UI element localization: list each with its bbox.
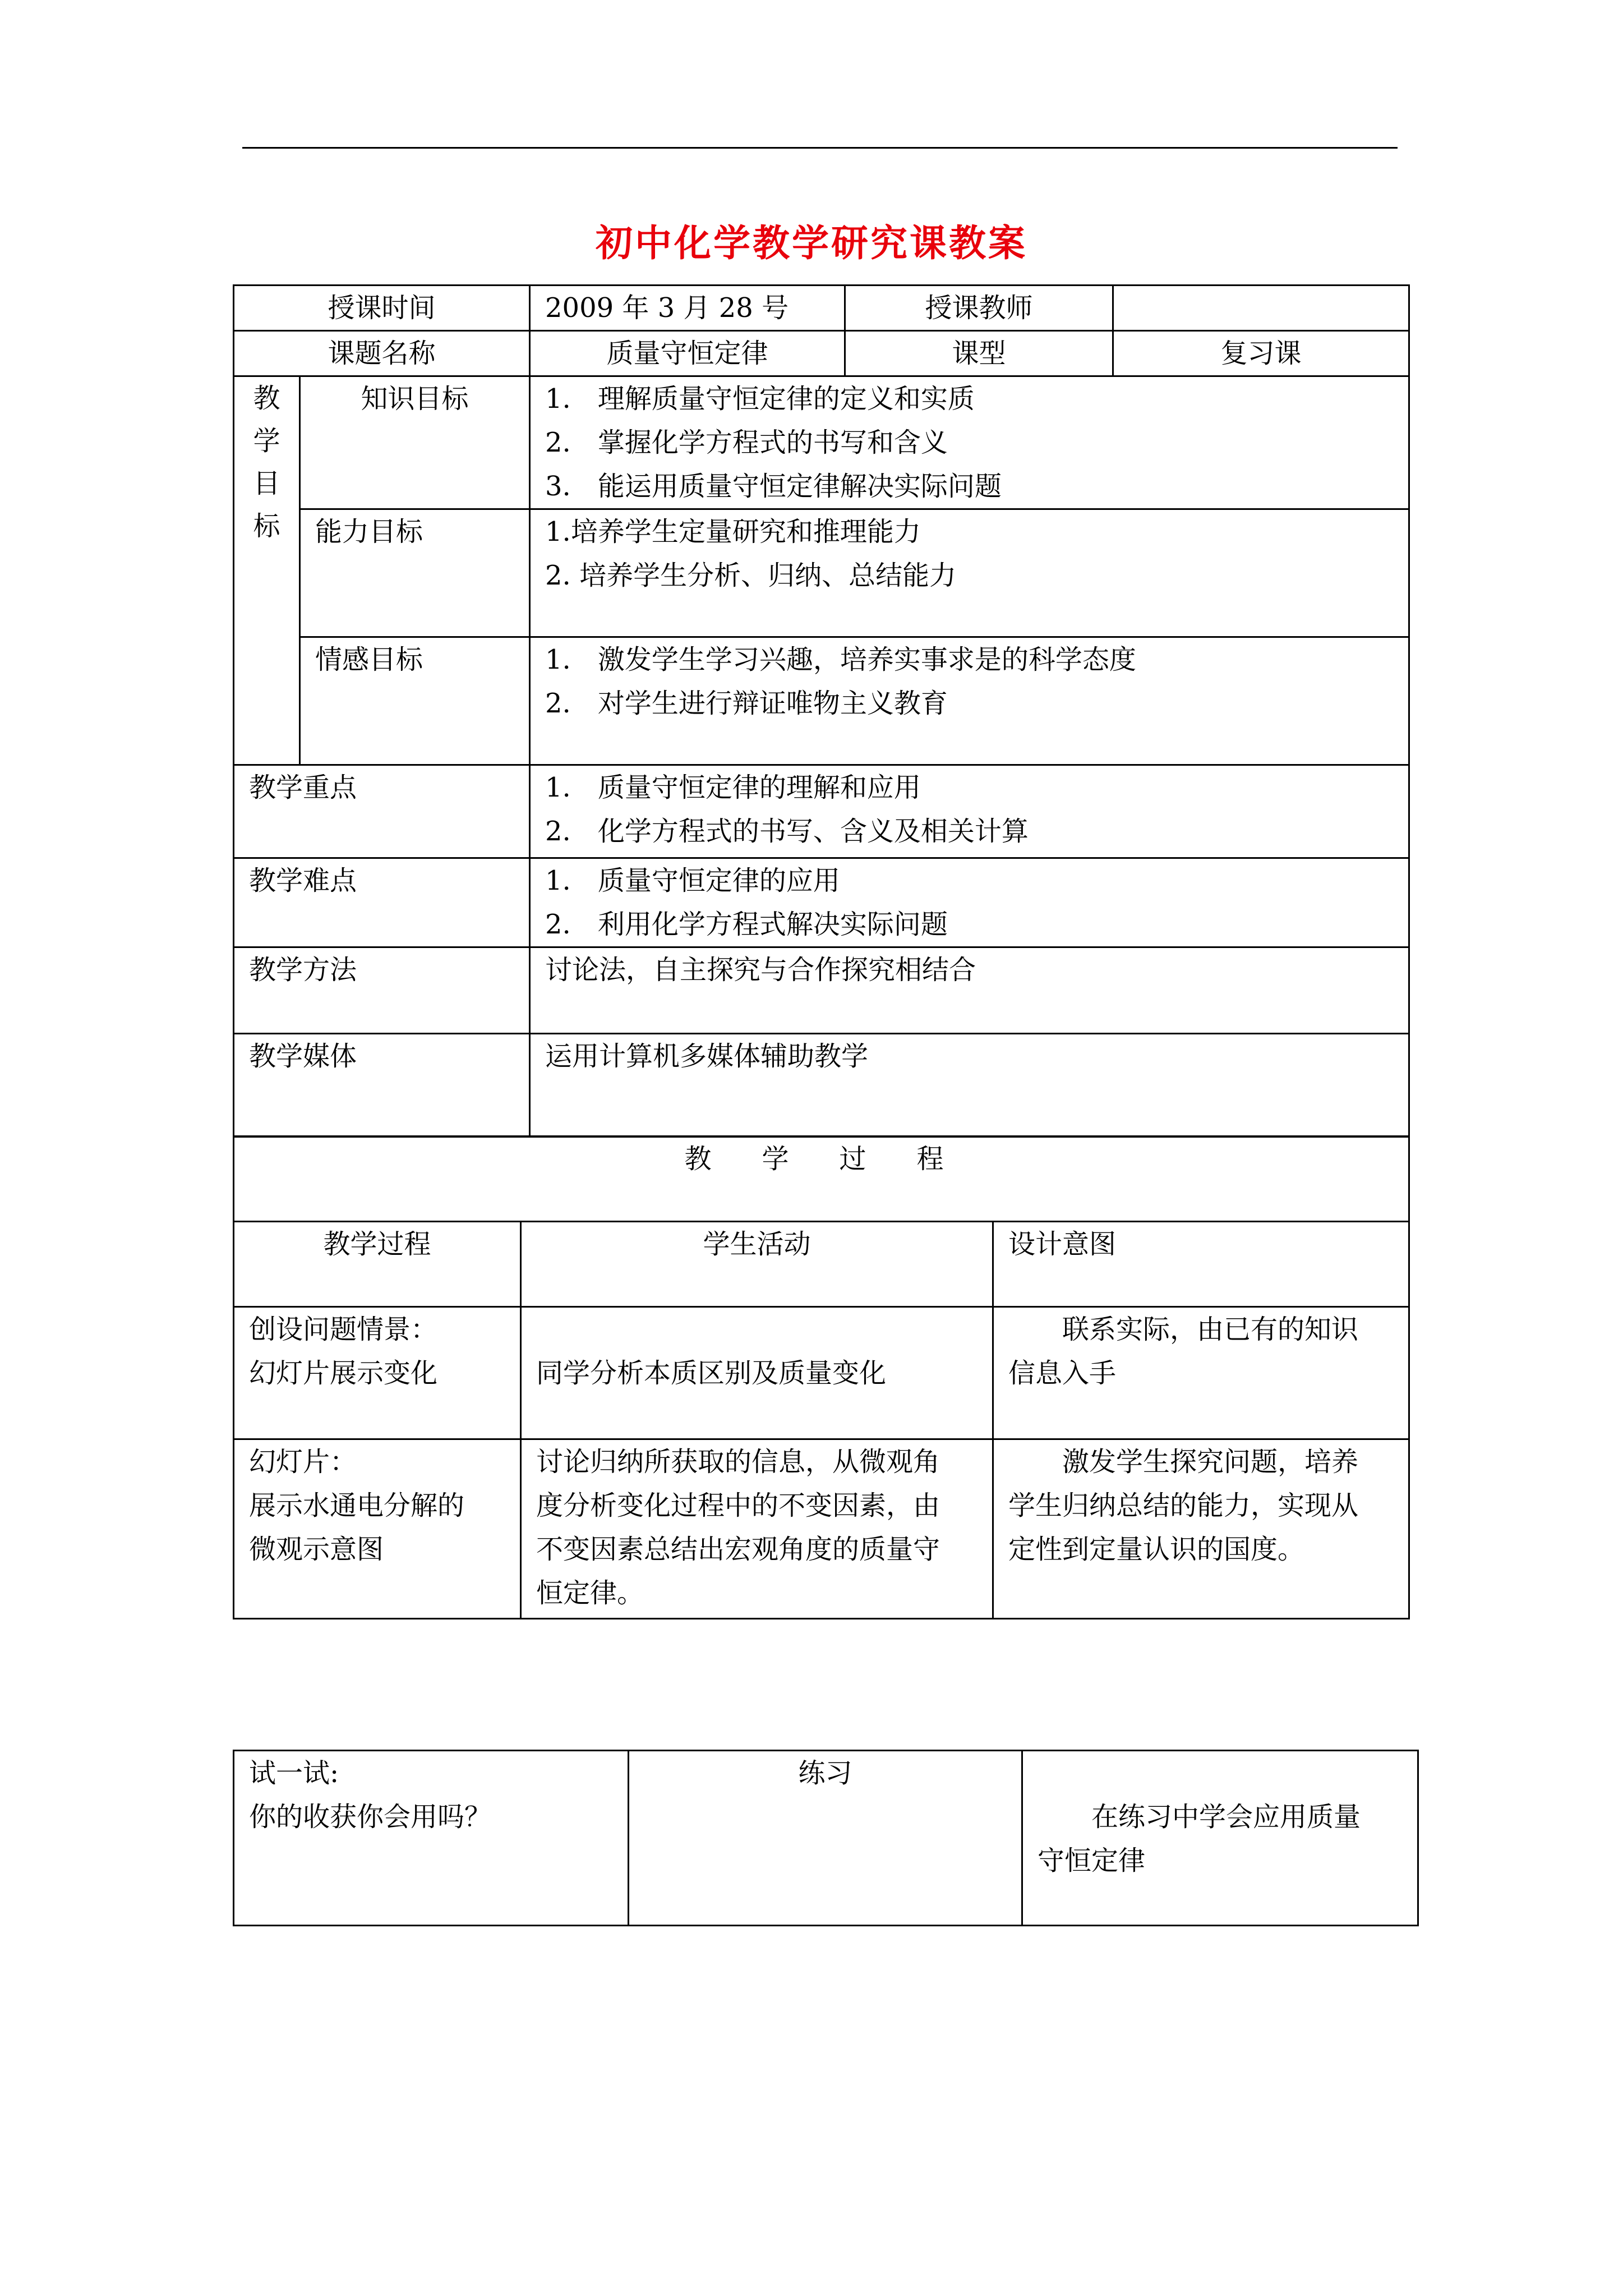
page-title: 初中化学教学研究课教案 [596,222,1027,265]
design-intent: 联系实际，由已有的知识 信息入手 [993,1307,1409,1439]
list-item: 2. 培养学生分析、归纳、总结能力 [545,560,957,591]
process-table [233,1135,1410,1619]
emotion-goal-items [530,637,1409,765]
list-item: 2. 掌握化学方程式的书写和含义 [545,427,948,458]
teacher-value [1113,286,1409,331]
practice-table [233,1750,1419,1926]
time-label: 授课时间 [234,286,530,331]
key-points-items [530,765,1409,858]
process-step: 试一试: 你的收获你会用吗？ [234,1751,629,1926]
emotion-goal-label: 情感目标 [300,637,530,765]
ability-goal-items [530,509,1409,637]
lesson-info-table [233,284,1410,1138]
knowledge-goal-label: 知识目标 [300,376,530,509]
key-points-label: 教学重点 [234,765,530,858]
list-item: 2. 利用化学方程式解决实际问题 [545,909,948,940]
ability-goal-label: 能力目标 [300,509,530,637]
header-rule [242,147,1398,149]
process-step: 创设问题情景： 幻灯片展示变化 [234,1307,521,1439]
table-row [234,1307,1409,1439]
table-row [234,1439,1409,1619]
type-value: 复习课 [1113,331,1409,376]
list-item: 2. 对学生进行辩证唯物主义教育 [545,688,948,719]
list-item: 3. 能运用质量守恒定律解决实际问题 [545,471,1002,502]
list-item: 1. 质量守恒定律的应用 [545,865,840,896]
difficulties-label: 教学难点 [234,858,530,947]
difficulties-items [530,858,1409,947]
time-value: 2009 年 3 月 28 号 [530,286,845,331]
student-activity: 讨论归纳所获取的信息，从微观角 度分析变化过程中的不变因素，由 不变因素总结出宏观角度的质量守 恒定律。 [521,1439,993,1619]
list-item: 1. 理解质量守恒定律的定义和实质 [545,383,975,415]
student-activity: 练习 [629,1751,1022,1926]
design-intent: 激发学生探究问题，培养 学生归纳总结的能力，实现从 定性到定量认识的国度。 [993,1439,1409,1619]
list-item: 1. 质量守恒定律的理解和应用 [545,772,921,803]
table-row [234,1751,1418,1926]
method-label: 教学方法 [234,947,530,1034]
topic-value: 质量守恒定律 [530,331,845,376]
design-intent: 在练习中学会应用质量 守恒定律 [1022,1751,1418,1926]
media-label: 教学媒体 [234,1034,530,1137]
knowledge-goal-items [530,376,1409,509]
process-column-header: 教学过程 [234,1222,521,1307]
topic-label: 课题名称 [234,331,530,376]
process-heading: 教学过程 [234,1137,1409,1222]
process-column-header: 设计意图 [993,1222,1409,1307]
list-item: 2. 化学方程式的书写、含义及相关计算 [545,816,1029,847]
method-value: 讨论法，自主探究与合作探究相结合 [530,947,1409,1034]
teacher-label: 授课教师 [845,286,1113,331]
list-item: 1. 激发学生学习兴趣，培养实事求是的科学态度 [545,644,1136,675]
media-value: 运用计算机多媒体辅助教学 [530,1034,1409,1137]
process-column-header: 学生活动 [521,1222,993,1307]
student-activity: 同学分析本质区别及质量变化 [521,1307,993,1439]
list-item: 1.培养学生定量研究和推理能力 [545,516,921,547]
teaching-goals-label: 教 学 目 标 [234,376,300,765]
type-label: 课型 [845,331,1113,376]
process-step: 幻灯片： 展示水通电分解的 微观示意图 [234,1439,521,1619]
